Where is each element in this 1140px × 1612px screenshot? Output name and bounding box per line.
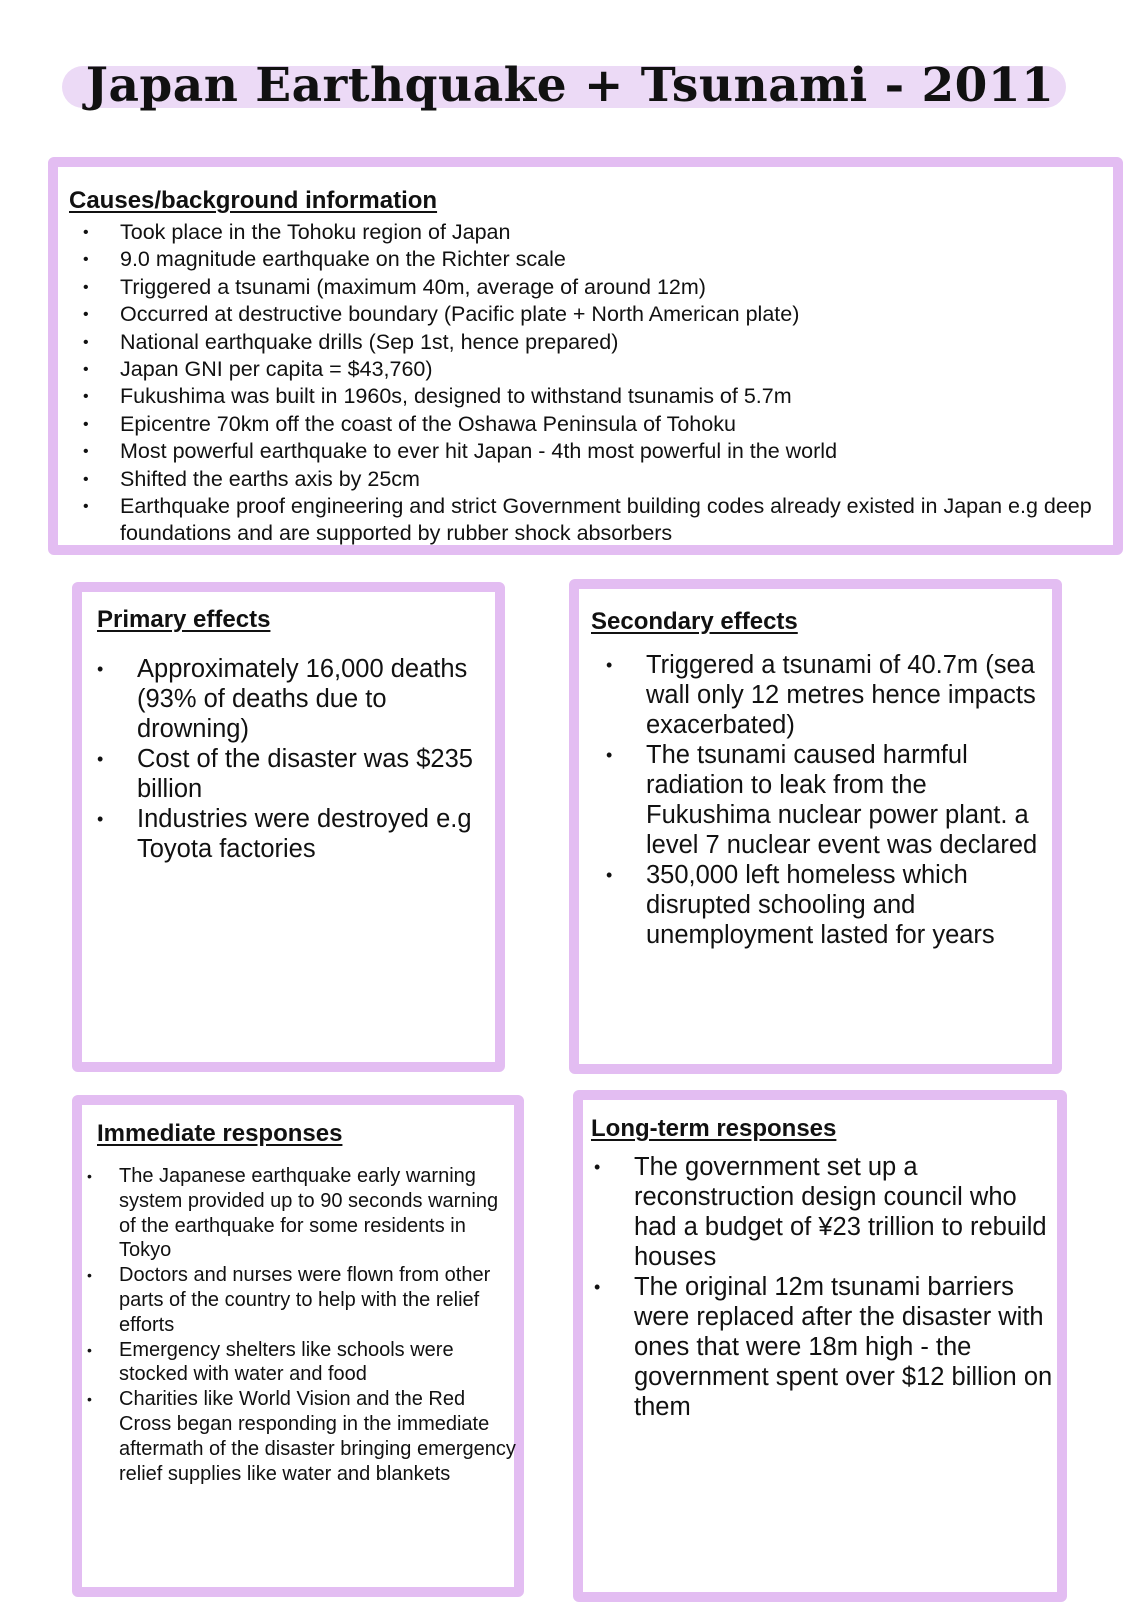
- longterm-responses-list: [634, 1152, 1054, 1422]
- causes-list: [120, 219, 1120, 548]
- immediate-responses-heading: Immediate responses: [97, 1120, 343, 1147]
- causes-item: • 9.0 magnitude earthquake on the Richter scale: [120, 246, 1120, 273]
- causes-item: • Shifted the earths axis by 25cm: [120, 466, 1120, 493]
- longterm-responses-box: [573, 1090, 1067, 1602]
- secondary-effects-heading: Secondary effects: [591, 608, 798, 635]
- immediate-responses-list: [119, 1164, 519, 1486]
- longterm-responses-item: • The original 12m tsunami barriers were replaced after the disaster with ones that were 18m high - the government spent over $12 billion on them: [634, 1272, 1054, 1422]
- secondary-effects-item: • Triggered a tsunami of 40.7m (sea wall only 12 metres hence impacts exacerbated): [646, 650, 1046, 740]
- causes-item: • Fukushima was built in 1960s, designed to withstand tsunamis of 5.7m: [120, 383, 1120, 410]
- immediate-responses-item: • The Japanese earthquake early warning system provided up to 90 seconds warning of the earthquake for some residents in Tokyo: [119, 1164, 519, 1263]
- immediate-responses-item: • Emergency shelters like schools were stocked with water and food: [119, 1338, 519, 1388]
- primary-effects-box: [72, 582, 505, 1072]
- causes-item: • Most powerful earthquake to ever hit Japan - 4th most powerful in the world: [120, 438, 1120, 465]
- immediate-responses-box: [72, 1095, 524, 1597]
- causes-item: • Epicentre 70km off the coast of the Oshawa Peninsula of Tohoku: [120, 411, 1120, 438]
- primary-effects-list: [137, 654, 487, 864]
- causes-item: • Japan GNI per capita = $43,760): [120, 356, 1120, 383]
- immediate-responses-item: • Doctors and nurses were flown from other parts of the country to help with the relief efforts: [119, 1263, 519, 1337]
- causes-item: • National earthquake drills (Sep 1st, hence prepared): [120, 329, 1120, 356]
- causes-item: • Earthquake proof engineering and strict Government building codes already existed in Japan e.g deep foundations and are supported by rubber shock absorbers: [120, 493, 1120, 548]
- causes-item: • Occurred at destructive boundary (Pacific plate + North American plate): [120, 301, 1120, 328]
- primary-effects-item: • Industries were destroyed e.g Toyota factories: [137, 804, 487, 864]
- immediate-responses-item: • Charities like World Vision and the Red Cross began responding in the immediate aftermath of the disaster bringing emergency relief supplies like water and blankets: [119, 1387, 519, 1486]
- secondary-effects-item: • The tsunami caused harmful radiation to leak from the Fukushima nuclear power plant. a level 7 nuclear event was declared: [646, 740, 1046, 860]
- longterm-responses-item: • The government set up a reconstruction design council who had a budget of ¥23 trillion to rebuild houses: [634, 1152, 1054, 1272]
- primary-effects-item: • Approximately 16,000 deaths (93% of deaths due to drowning): [137, 654, 487, 744]
- primary-effects-heading: Primary effects: [97, 606, 271, 633]
- causes-box: [48, 157, 1123, 555]
- longterm-responses-heading: Long-term responses: [591, 1115, 837, 1142]
- primary-effects-item: • Cost of the disaster was $235 billion: [137, 744, 487, 804]
- secondary-effects-list: [646, 650, 1046, 950]
- causes-item: • Took place in the Tohoku region of Japan: [120, 219, 1120, 246]
- secondary-effects-box: [569, 579, 1062, 1074]
- secondary-effects-item: • 350,000 left homeless which disrupted schooling and unemployment lasted for years: [646, 860, 1046, 950]
- causes-heading: Causes/background information: [69, 187, 438, 214]
- causes-item: • Triggered a tsunami (maximum 40m, average of around 12m): [120, 274, 1120, 301]
- page-title: Japan Earthquake + Tsunami - 2011: [85, 58, 1055, 113]
